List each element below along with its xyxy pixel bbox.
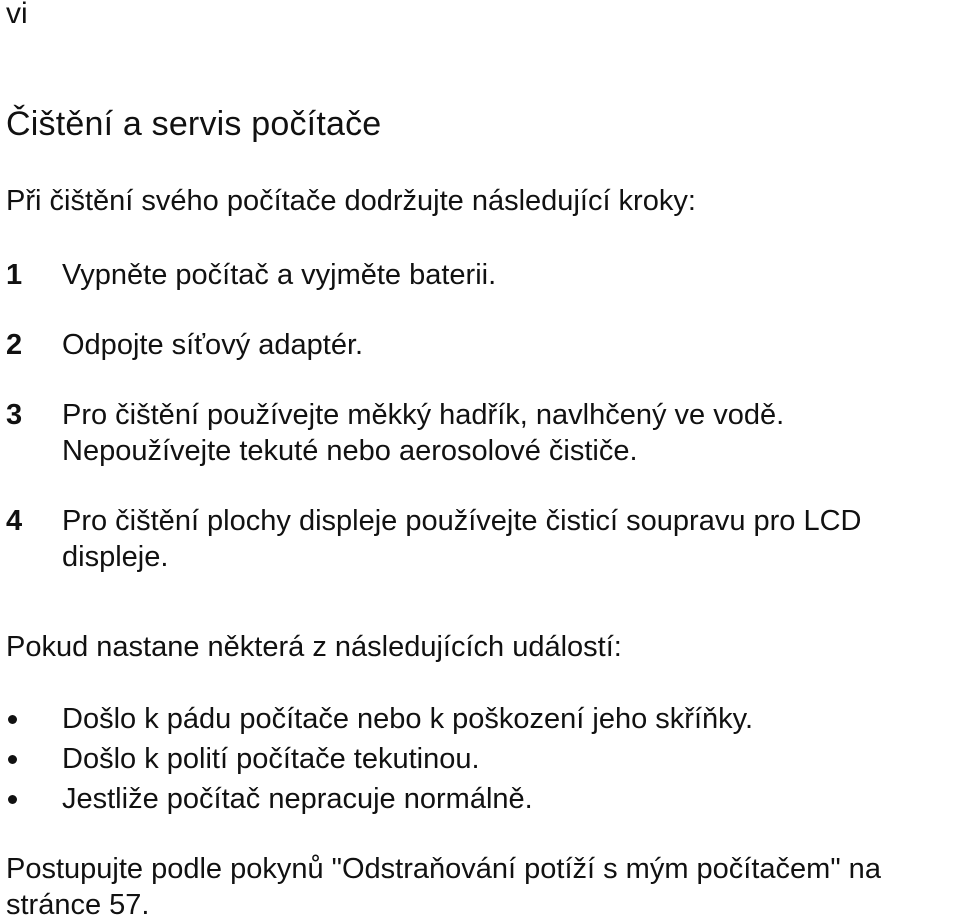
cleaning-steps-list <box>6 257 956 609</box>
step-text: Odpojte síťový adaptér. <box>62 329 364 361</box>
step-number: 1 <box>6 259 23 291</box>
page-title: Čištění a servis počítače <box>6 105 382 143</box>
step-number: 4 <box>6 505 23 537</box>
step-item <box>6 327 956 363</box>
step-number: 2 <box>6 329 23 361</box>
bullet-list-item <box>6 701 946 737</box>
step-text: Vypněte počítač a vyjměte baterii. <box>62 259 497 291</box>
step-text: Pro čištění používejte měkký hadřík, navlhčený ve vodě. Nepoužívejte tekuté nebo aerosolové čističe. <box>62 399 785 467</box>
bullet-list-item <box>6 741 946 777</box>
footer-instruction-text: Postupujte podle pokynů "Odstraňování potíží s mým počítačem" na stránce 57. <box>6 853 881 921</box>
page-number: vi <box>6 0 28 30</box>
step-item <box>6 257 956 293</box>
step-text: Pro čištění plochy displeje používejte čisticí soupravu pro LCD displeje. <box>62 505 862 573</box>
step-item <box>6 397 956 469</box>
conditions-intro-text: Pokud nastane některá z následujících událostí: <box>6 631 622 663</box>
step-number: 3 <box>6 399 23 431</box>
bullet-icon <box>8 781 17 817</box>
bullet-item-text: Došlo k polití počítače tekutinou. <box>62 743 480 775</box>
intro-text: Při čištění svého počítače dodržujte následující kroky: <box>6 185 696 217</box>
bullet-icon <box>8 701 17 737</box>
bullet-item-text: Došlo k pádu počítače nebo k poškození jeho skříňky. <box>62 703 754 735</box>
step-item <box>6 503 956 575</box>
bullet-list-item <box>6 781 946 817</box>
bullet-icon <box>8 741 17 777</box>
conditions-bullet-list <box>6 701 946 821</box>
bullet-item-text: Jestliže počítač nepracuje normálně. <box>62 783 533 815</box>
